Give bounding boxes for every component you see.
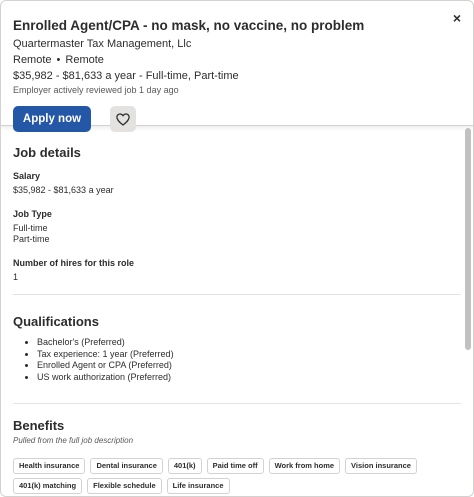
scrollbar[interactable] xyxy=(464,128,471,494)
benefit-chip: 401(k) matching xyxy=(13,478,82,494)
employer-activity: Employer actively reviewed job 1 day ago xyxy=(13,85,179,95)
job-details-section xyxy=(13,126,457,283)
job-type-value: Part-time xyxy=(13,234,50,244)
heart-icon xyxy=(116,113,130,126)
hires-label: Number of hires for this role xyxy=(13,257,135,268)
qualifications-title: Qualifications xyxy=(13,314,99,329)
job-type-label: Job Type xyxy=(13,208,52,219)
benefit-chip: Dental insurance xyxy=(90,458,162,474)
list-item: • Tax experience: 1 year (Preferred) xyxy=(37,349,457,361)
benefit-chip: Work from home xyxy=(269,458,340,474)
location-primary: Remote xyxy=(13,54,52,66)
benefits-title: Benefits xyxy=(13,417,65,433)
benefit-chip: Flexible schedule xyxy=(87,478,162,494)
benefit-chip: Health insurance xyxy=(13,458,85,474)
qualifications-section xyxy=(13,295,457,384)
benefit-chip: Paid time off xyxy=(207,458,264,474)
hires-value: 1 xyxy=(13,271,19,282)
benefit-chip: 401(k) xyxy=(168,458,202,474)
job-location xyxy=(13,53,459,67)
benefit-chip: Vision insurance xyxy=(345,458,417,474)
location-separator: • xyxy=(56,54,61,66)
scrollbar-thumb[interactable] xyxy=(465,128,471,350)
list-item: • US work authorization (Preferred) xyxy=(37,372,457,384)
benefits-chips xyxy=(13,458,457,496)
benefits-section xyxy=(13,404,457,496)
job-type-value: Full-time xyxy=(13,222,48,233)
qualifications-list xyxy=(13,337,457,384)
company-name[interactable]: Quartermaster Tax Management, Llc xyxy=(13,38,192,50)
job-title: Enrolled Agent/CPA - no mask, no vaccine, no problem xyxy=(13,18,365,33)
benefit-chip: Life insurance xyxy=(167,478,230,494)
apply-now-button[interactable]: Apply now xyxy=(13,106,91,132)
salary-label: Salary xyxy=(13,171,41,181)
job-details-title: Job details xyxy=(13,145,81,160)
close-icon[interactable]: × xyxy=(452,10,461,26)
benefits-subtitle: Pulled from the full job description xyxy=(13,435,134,445)
list-item: • Enrolled Agent or CPA (Preferred) xyxy=(37,360,457,372)
salary-value: $35,982 - $81,633 a year xyxy=(13,185,114,195)
job-header xyxy=(1,1,473,126)
salary-and-type: $35,982 - $81,633 a year - Full-time, Part-time xyxy=(13,70,239,82)
job-description-scroll[interactable] xyxy=(1,126,473,496)
location-secondary: Remote xyxy=(65,54,104,66)
list-item: • Bachelor's (Preferred) xyxy=(37,337,457,349)
